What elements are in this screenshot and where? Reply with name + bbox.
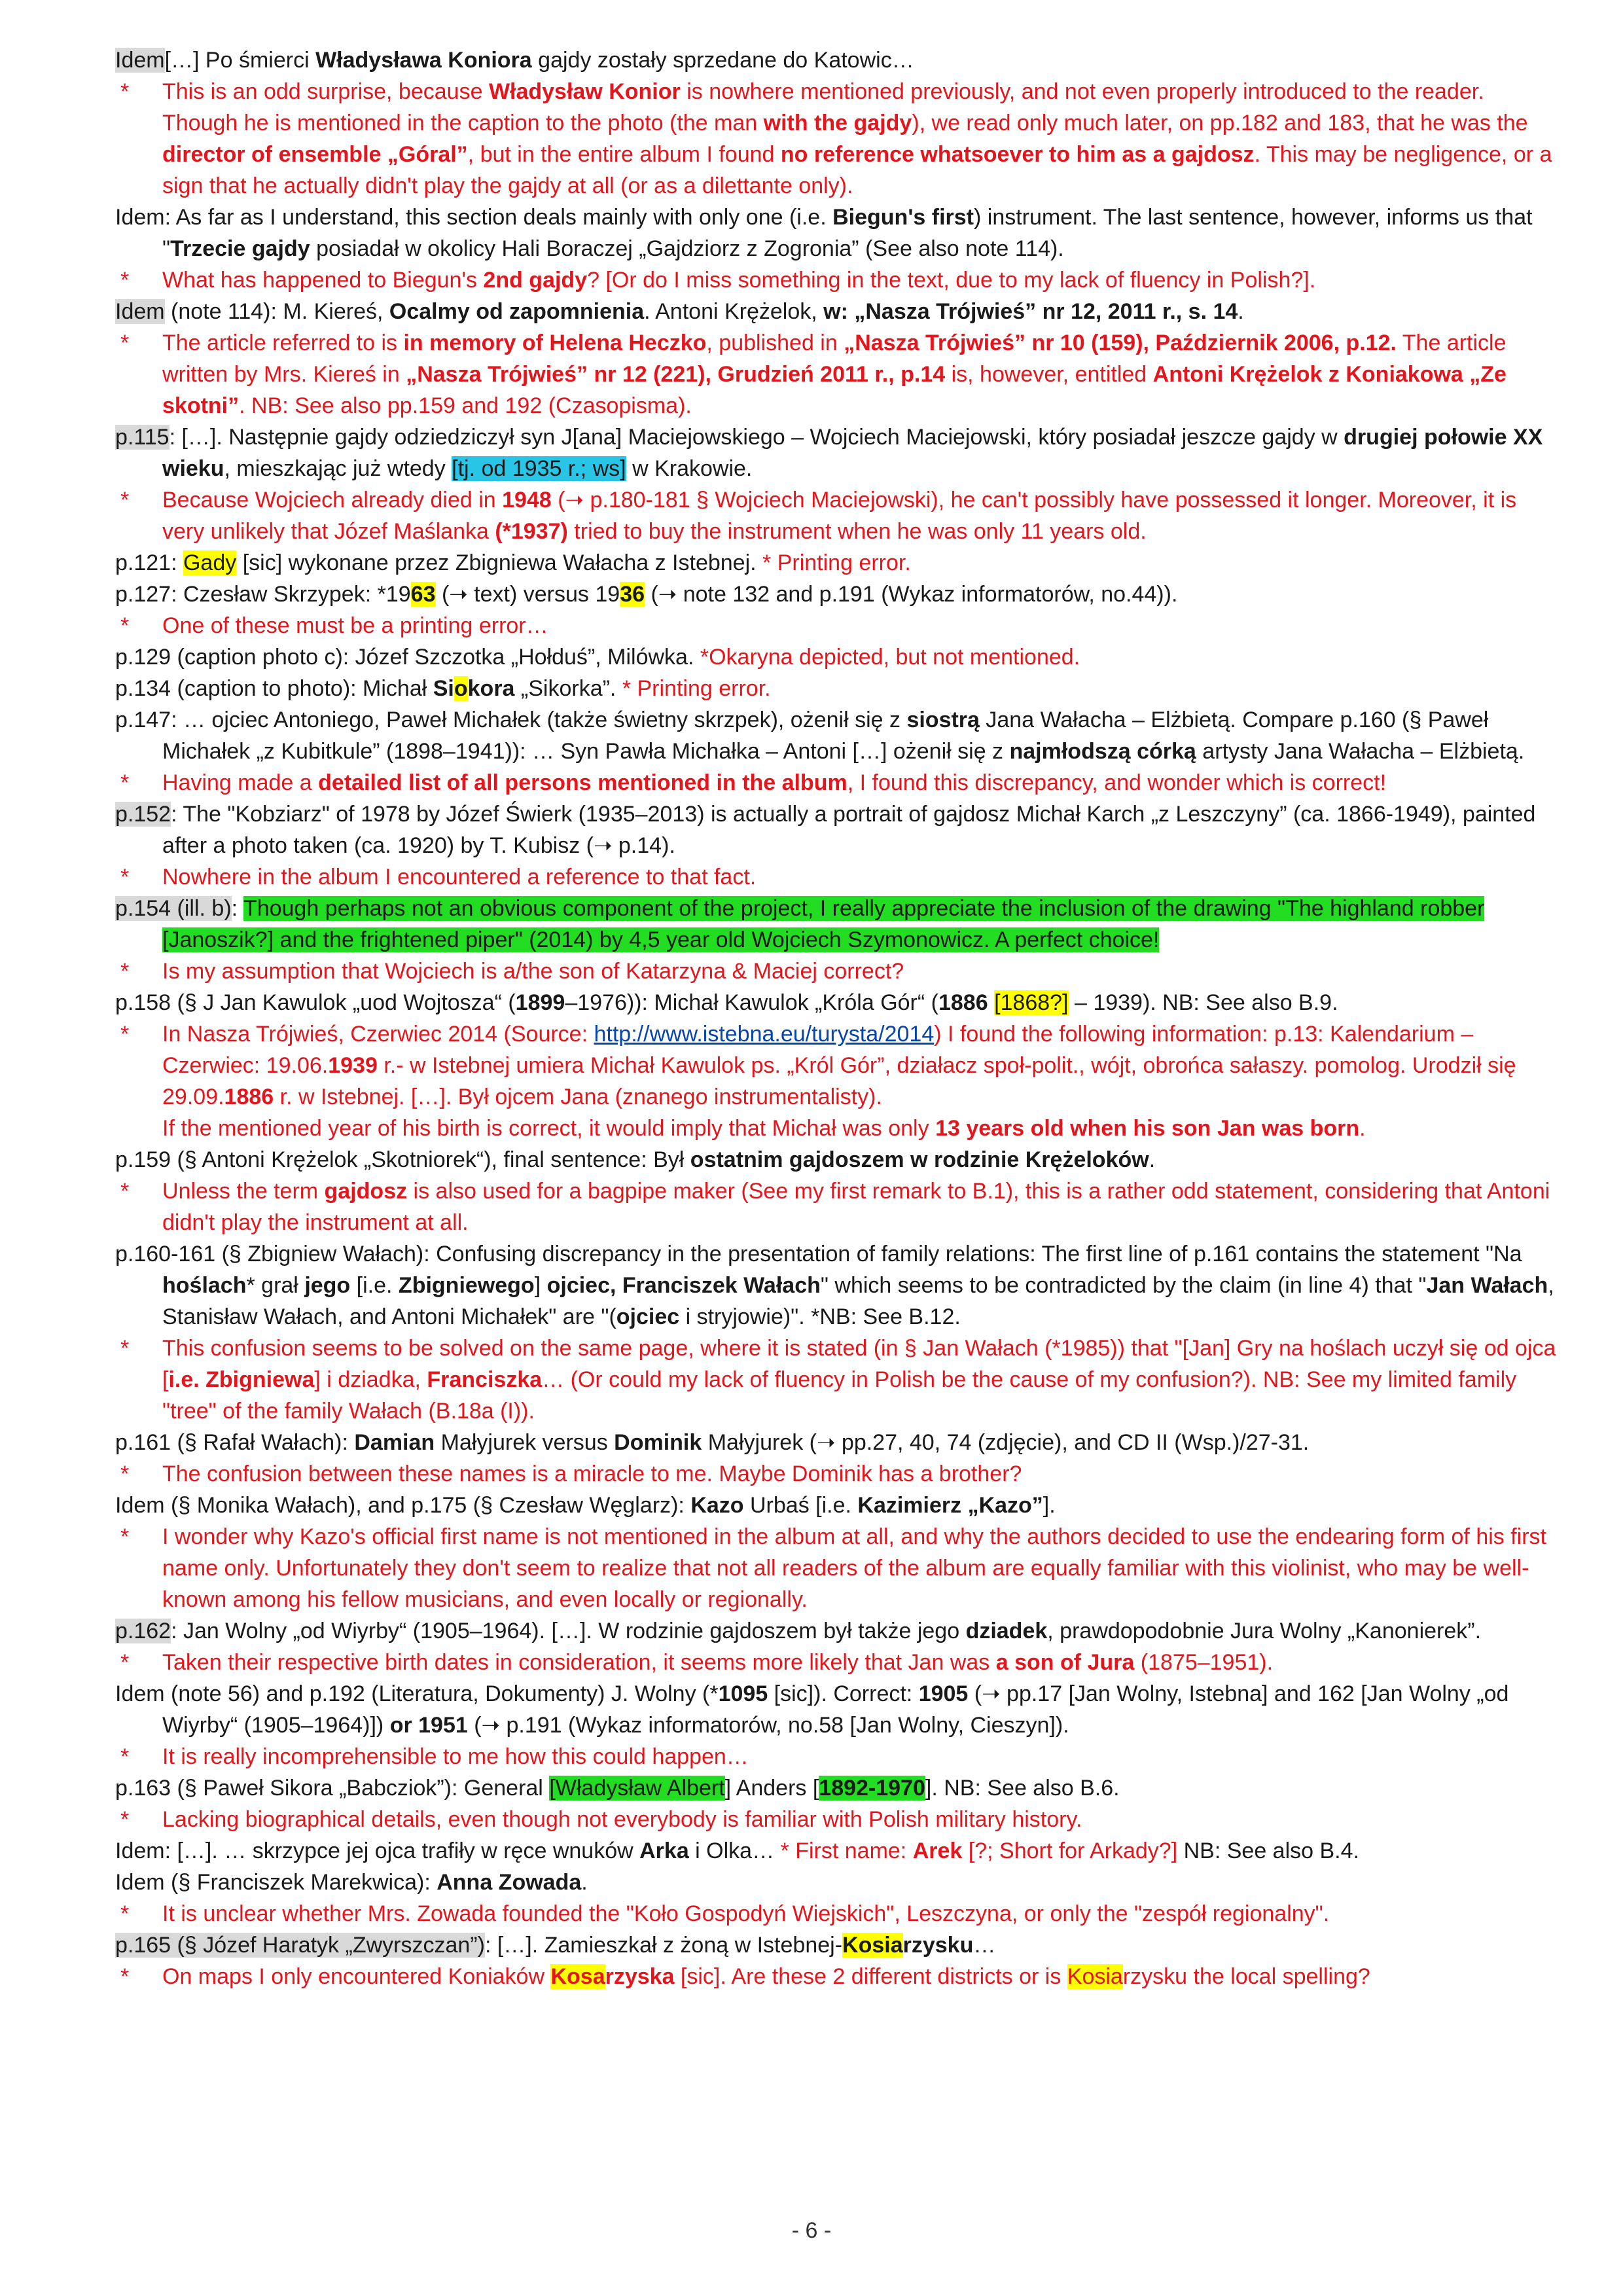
text-segment: artysty Jana Wałacha – Elżbietą. (1196, 739, 1525, 764)
comment-entry (115, 1804, 1558, 1835)
text-segment: 1948 (502, 488, 552, 512)
text-segment: „Nasza Trójwieś” nr 10 (159), Październik 2006, p.12. (844, 331, 1397, 355)
comment-entry (115, 1647, 1558, 1678)
text-segment: It is unclear whether Mrs. Zowada founded the "Koło Gospodyń Wiejskich", Leszczyna, or only the "zespół regionalny". (162, 1901, 1330, 1926)
text-segment: (➝ p.180-181 § Wojciech Maciejowski), he can't possibly have possessed it longer. Moreover, it is very unlikely that Józef Maślanka (162, 488, 1517, 544)
comment-entry (115, 1458, 1558, 1490)
text-segment: Kazo (690, 1493, 744, 1518)
text-segment: rzysku (902, 1933, 974, 1958)
text-segment: Unless the term (162, 1179, 325, 1204)
reference-entry (115, 579, 1558, 610)
text-segment: Because Wojciech already died in (162, 488, 503, 512)
text-segment: p.134 (caption to photo): Michał (115, 676, 433, 701)
text-segment: . (1149, 1147, 1156, 1172)
text-segment: „Sikorka”. (514, 676, 622, 701)
text-segment: 13 years old when his son Jan was born (935, 1116, 1360, 1141)
text-segment: Having made a (162, 770, 319, 795)
text-segment: . Antoni Krężelok, (644, 299, 824, 324)
reference-entry (115, 296, 1558, 327)
text-segment: Jana Wałacha – Elżbietą. Compare p.160 (§ Paweł Michałek „z Kubitkule” (1898–1941)): … Syn Pawła Michałka – Antoni […] ożenił się z (162, 708, 1489, 764)
text-segment (988, 990, 994, 1015)
text-segment: Franciszka (427, 1367, 543, 1392)
reference-entry (115, 641, 1558, 673)
text-segment: , mieszkając już wtedy (224, 456, 452, 481)
text-segment: On maps I only encountered Koniaków (162, 1964, 551, 1989)
text-segment: One of these must be a printing error… (162, 613, 548, 638)
text-segment: Idem (§ Monika Wałach), and p.175 (§ Czesław Węglarz): (115, 1493, 691, 1518)
text-segment: (*1937) (495, 519, 568, 544)
text-segment: gajdy zostały sprzedane do Katowic… (531, 48, 914, 73)
text-segment: Gady (183, 550, 237, 575)
text-segment: ), we read only much later, on pp.182 and 183, that he was the (912, 111, 1528, 135)
text-segment: rzysku the local spelling? (1122, 1964, 1370, 1989)
text-segment: Arka (639, 1839, 689, 1863)
text-segment: najmłodszą córką (1009, 739, 1196, 764)
text-segment: If the mentioned year of his birth is correct, it would imply that Michał was only (162, 1116, 936, 1141)
comment-entry (115, 1741, 1558, 1772)
text-segment: The confusion between these names is a miracle to me. Maybe Dominik has a brother? (162, 1462, 1022, 1486)
text-segment: Nowhere in the album I encountered a reference to that fact. (162, 865, 757, 889)
text-segment: … (Or could my lack of fluency in Polish be the cause of my confusion?). NB: See my limited family "tree" of the family Wałach (B.18a (I)). (162, 1367, 1517, 1424)
comment-entry (115, 956, 1558, 987)
text-segment: dziadek (965, 1619, 1048, 1643)
reference-entry (115, 1929, 1558, 1961)
text-segment: Kosia (842, 1933, 903, 1958)
text-segment: rzyska (605, 1964, 675, 1989)
text-segment: w Krakowie. (626, 456, 753, 481)
text-segment: detailed list of all persons mentioned in the album (318, 770, 847, 795)
text-segment: Is my assumption that Wojciech is a/the son of Katarzyna & Maciej correct? (162, 959, 904, 984)
page-number: - 6 - (791, 2218, 832, 2243)
text-segment: (➝ pp.17 [Jan Wolny, Istebna] and 162 [Jan Wolny „od Wiyrby“ (1905–1964)]) (162, 1681, 1509, 1738)
text-segment: with the gajdy (763, 111, 912, 135)
reference-entry (115, 798, 1558, 861)
text-segment: ) instrument. The last sentence, however, informs us that " (162, 205, 1533, 261)
text-segment: 1892-1970 (819, 1776, 925, 1801)
comment-entry (115, 1898, 1558, 1929)
text-segment: siostrą (906, 708, 980, 732)
text-segment: p.160-161 (§ Zbigniew Wałach): Confusing discrepancy in the presentation of family relations: The first line of p.161 contains the statement "Na (115, 1242, 1522, 1266)
reference-entry (115, 673, 1558, 704)
text-segment: I wonder why Kazo's official first name is not mentioned in the album at all, and why the authors decided to use the endearing form of his first name only. Unfortunately they don't seem to realize that not all readers of the album are equally familiar with this violinist, who may be well-known among his fellow musicians, and even locally or regionally. (162, 1524, 1547, 1612)
comment-entry (115, 1961, 1558, 1992)
text-segment: a son of Jura (995, 1650, 1135, 1675)
text-segment: p.147: … ojciec Antoniego, Paweł Michałek (także świetny skrzpek), ożenił się z (115, 708, 907, 732)
text-segment: jego (304, 1273, 351, 1298)
text-segment: Władysława Koniora (315, 48, 532, 73)
text-segment: * Printing error. (622, 676, 771, 701)
comment-entry (115, 767, 1558, 798)
text-segment: 1886 (224, 1085, 274, 1109)
text-segment: ojciec (616, 1304, 680, 1329)
reference-entry (115, 547, 1558, 579)
text-segment: : […]. Następnie gajdy odziedziczył syn J[ana] Maciejowskiego – Wojciech Maciejowski, który posiadał jeszcze gajdy w (169, 425, 1344, 450)
text-segment: . NB: See also pp.159 and 192 (Czasopisma). (239, 393, 692, 418)
text-segment: [sic]. Are these 2 different districts or is (674, 1964, 1067, 1989)
text-segment: hoślach (162, 1273, 247, 1298)
text-segment: This confusion seems to be solved on the same page, where it is stated (in § Jan Wałach (*1985)) that "[Jan] Gry na hoślach uczył się od ojca [ (162, 1336, 1556, 1392)
text-segment: , Stanisław Wałach, and Antoni Michałek" are "( (162, 1273, 1554, 1329)
text-segment: [?; Short for Arkady?] (962, 1839, 1178, 1863)
text-segment: „Nasza Trójwieś” nr 12 (221), Grudzień 2011 r., p.14 (406, 362, 946, 387)
text-segment: (➝ text) versus 19 (435, 582, 620, 607)
text-segment: " which seems to be contradicted by the claim (in line 4) that " (820, 1273, 1427, 1298)
text-segment: 1905 (918, 1681, 969, 1706)
text-segment: drugiej połowie XX wieku (162, 425, 1543, 481)
text-segment: p.127: Czesław Skrzypek: *19 (115, 582, 411, 607)
comment-entry (115, 1018, 1558, 1113)
comment-entry (115, 610, 1558, 641)
text-segment: Idem: […]. … skrzypce jej ojca trafiły w ręce wnuków (115, 1839, 640, 1863)
text-segment: Anna Zowada (437, 1870, 582, 1895)
text-segment: * grał (246, 1273, 305, 1298)
text-segment: or 1951 (389, 1713, 468, 1738)
text-segment: [sic] wykonane przez Zbigniewa Wałacha z Istebnej. (236, 550, 763, 575)
source-link[interactable]: http://www.istebna.eu/turysta/2014 (594, 1022, 935, 1047)
text-segment: , I found this discrepancy, and wonder which is correct! (847, 770, 1387, 795)
text-segment: in memory of Helena Heczko (403, 331, 707, 355)
text-segment: i stryjowie)". *NB: See B.12. (679, 1304, 961, 1329)
text-segment: p.154 (ill. b) (115, 896, 232, 921)
text-segment: is, however, entitled (945, 362, 1153, 387)
reference-entry (115, 1427, 1558, 1458)
comment-entry (115, 1333, 1558, 1427)
text-segment: p.158 (§ J Jan Kawulok „uod Wojtosza“ ( (115, 990, 516, 1015)
text-segment: Zbigniewego (398, 1273, 535, 1298)
text-segment: [tj. od 1935 r.; ws] (452, 456, 626, 481)
text-segment: is also used for a bagpipe maker (See my first remark to B.1), this is a rather odd statement, considering that Antoni didn't play the instrument at all. (162, 1179, 1550, 1235)
text-segment: p.121: (115, 550, 183, 575)
text-segment: Damian (354, 1430, 435, 1455)
text-segment: o (454, 676, 468, 701)
text-segment: director of ensemble „Góral” (162, 142, 468, 167)
text-segment: ] i dziadka, (314, 1367, 427, 1392)
text-segment: The article referred to is (162, 331, 404, 355)
text-segment: Władysław Konior (488, 79, 681, 104)
text-segment: [sic]). Correct: (768, 1681, 919, 1706)
reference-entry (115, 45, 1558, 76)
text-segment: p.159 (§ Antoni Krężelok „Skotniorek“), final sentence: Był (115, 1147, 690, 1172)
reference-entry (115, 987, 1558, 1018)
text-segment: kora (467, 676, 515, 701)
reference-entry (115, 1678, 1558, 1741)
text-segment: ? [Or do I miss something in the text, due to my lack of fluency in Polish?]. (587, 268, 1316, 293)
text-segment: . This may be negligence, or a sign that he actually didn't play the gajdy at all (or as a dilettante only). (162, 142, 1552, 198)
text-segment: . (1359, 1116, 1366, 1141)
text-segment: ]. NB: See also B.6. (925, 1776, 1120, 1801)
text-segment: (1875–1951). (1134, 1650, 1274, 1675)
text-segment: [i.e. (350, 1273, 399, 1298)
text-segment: Idem: As far as I understand, this section deals mainly with only one (i.e. (115, 205, 833, 230)
text-segment: p.161 (§ Rafał Wałach): (115, 1430, 355, 1455)
text-segment: Kosa (550, 1964, 605, 1989)
text-segment: tried to buy the instrument when he was only 11 years old. (567, 519, 1147, 544)
text-segment: gajdosz (324, 1179, 408, 1204)
text-segment: p.115 (115, 425, 169, 450)
reference-entry (115, 1867, 1558, 1898)
text-segment: Arek (912, 1839, 963, 1863)
text-segment: is nowhere mentioned previously, and not even properly introduced to the reader. Though he is mentioned in the caption to the photo (the man (162, 79, 1484, 135)
text-segment: . (581, 1870, 588, 1895)
text-segment: What has happened to Biegun's (162, 268, 484, 293)
text-segment: The article written by Mrs. Kiereś in (162, 331, 1507, 387)
text-segment: p.163 (§ Paweł Sikora „Babcziok”): General (115, 1776, 550, 1801)
text-segment: , published in (706, 331, 844, 355)
text-segment: . (1238, 299, 1244, 324)
text-segment: * Printing error. (762, 550, 911, 575)
text-segment: p.152 (115, 802, 171, 827)
text-segment: –1976)): Michał Kawulok „Króla Gór“ ( (565, 990, 938, 1015)
text-segment: Jan Wałach (1426, 1273, 1548, 1298)
text-segment: p.129 (caption photo c): Józef Szczotka „Hołduś”, Milówka. (115, 645, 700, 670)
reference-entry (115, 422, 1558, 484)
text-segment: In Nasza Trójwieś, Czerwiec 2014 (Source: (162, 1022, 594, 1047)
text-segment: 2nd gajdy (483, 268, 588, 293)
text-segment: 1886 (938, 990, 988, 1015)
comment-entry (115, 264, 1558, 296)
text-segment: w: „Nasza Trójwieś” nr 12, 2011 r., s. 14 (823, 299, 1238, 324)
text-segment: Małyjurek versus (435, 1430, 615, 1455)
reference-entry (115, 893, 1558, 956)
text-segment: Idem (§ Franciszek Marekwica): (115, 1870, 437, 1895)
text-segment: ] Anders [ (724, 1776, 819, 1801)
text-segment: ostatnim gajdoszem w rodzinie Krężeloków (690, 1147, 1149, 1172)
text-segment: [1868?] (994, 990, 1069, 1015)
text-segment: This is an odd surprise, because (162, 79, 489, 104)
text-segment: … (973, 1933, 996, 1958)
text-segment: i.e. Zbigniewa (168, 1367, 315, 1392)
text-segment: (➝ note 132 and p.191 (Wykaz informatorów, no.44)). (645, 582, 1178, 607)
text-segment: * First name: (780, 1839, 913, 1863)
document-body (115, 45, 1558, 1992)
text-segment: ]. (1043, 1493, 1056, 1518)
text-segment: , but in the entire album I found (467, 142, 781, 167)
text-segment: : Jan Wolny „od Wiyrby“ (1905–1964). […]. W rodzinie gajdoszem był także jego (171, 1619, 966, 1643)
text-segment: 1939 (328, 1053, 378, 1078)
reference-entry (115, 1490, 1558, 1521)
text-segment: [Władysław Albert (549, 1776, 725, 1801)
comment-entry (115, 861, 1558, 893)
reference-entry (115, 1144, 1558, 1175)
text-segment: Idem (115, 299, 165, 324)
text-segment: It is really incomprehensible to me how this could happen… (162, 1744, 749, 1769)
text-segment: Kosia (1067, 1964, 1123, 1989)
reference-entry (115, 1835, 1558, 1867)
comment-entry (115, 76, 1558, 202)
text-segment: […] Po śmierci (164, 48, 316, 73)
text-segment: Biegun's first (832, 205, 974, 230)
text-segment: *Okaryna depicted, but not mentioned. (700, 645, 1080, 670)
text-segment: ) I found the following information: p.13: Kalendarium – Czerwiec: 19.06. (162, 1022, 1474, 1078)
reference-entry (115, 202, 1558, 264)
reference-entry (115, 1615, 1558, 1647)
text-segment: (➝ p.191 (Wykaz informatorów, no.58 [Jan Wolny, Cieszyn]). (467, 1713, 1069, 1738)
text-segment: Idem (115, 48, 165, 73)
text-segment: r.- w Istebnej umiera Michał Kawulok ps. „Król Gór”, działacz społ-polit., wójt, obrońca sałaszy. pomolog. Urodził się 29.09. (162, 1053, 1516, 1109)
text-segment: , prawdopodobnie Jura Wolny „Kanonierek”. (1047, 1619, 1482, 1643)
text-segment: NB: See also B.4. (1177, 1839, 1359, 1863)
text-segment: Antoni Krężelok z Koniakowa „Ze skotni” (162, 362, 1507, 418)
text-segment: : The "Kobziarz" of 1978 by Józef Świerk (1935–2013) is actually a portrait of gajdosz Michał Karch „z Leszczyny” (ca. 1866-1949), painted after a photo taken (ca. 1920) by T. Kubisz (➝ p.14). (162, 802, 1536, 858)
text-segment: Idem (note 56) and p.192 (Literatura, Dokumenty) J. Wolny (* (115, 1681, 719, 1706)
text-segment: Si (433, 676, 454, 701)
text-segment: 63 (410, 582, 436, 607)
text-segment: 36 (620, 582, 645, 607)
text-segment: i Olka… (688, 1839, 781, 1863)
reference-entry (115, 1772, 1558, 1804)
text-segment: (note 114): M. Kiereś, (164, 299, 389, 324)
text-segment: Trzecie gajdy (170, 236, 310, 261)
text-segment: ] (534, 1273, 547, 1298)
comment-entry (115, 1521, 1558, 1615)
text-segment: 1899 (515, 990, 565, 1015)
reference-entry (115, 704, 1558, 767)
text-segment: r. w Istebnej. […]. Był ojcem Jana (znanego instrumentalisty). (274, 1085, 882, 1109)
text-segment: ojciec, Franciszek Wałach (546, 1273, 821, 1298)
text-segment: posiadał w okolicy Hali Boraczej „Gajdziorz z Zogronia” (See also note 114). (310, 236, 1064, 261)
text-segment: Taken their respective birth dates in consideration, it seems more likely that Jan was (162, 1650, 996, 1675)
text-segment: Urbaś [i.e. (743, 1493, 858, 1518)
text-segment: Ocalmy od zapomnienia (389, 299, 645, 324)
text-segment: p.165 (§ Józef Haratyk „Zwyrszczan”) (115, 1933, 485, 1958)
comment-entry (115, 1113, 1558, 1144)
text-segment: Though perhaps not an obvious component of the project, I really appreciate the inclusion of the drawing "The highland robber [Janoszik?] and the frightened piper" (2014) by 4,5 year old Wojciech Szymonowicz. A perfect choice! (162, 896, 1485, 952)
text-segment: – 1939). NB: See also B.9. (1068, 990, 1338, 1015)
text-segment: : (231, 896, 243, 921)
text-segment: no reference whatsoever to him as a gajdosz (780, 142, 1255, 167)
text-segment: 1095 (718, 1681, 768, 1706)
text-segment: Małyjurek (➝ pp.27, 40, 74 (zdjęcie), and CD II (Wsp.)/27-31. (702, 1430, 1310, 1455)
text-segment: Kazimierz „Kazo” (857, 1493, 1043, 1518)
text-segment: Dominik (614, 1430, 702, 1455)
reference-entry (115, 1238, 1558, 1333)
comment-entry (115, 484, 1558, 547)
text-segment: p.162 (115, 1619, 171, 1643)
comment-entry (115, 1175, 1558, 1238)
text-segment: : […]. Zamieszkał z żoną w Istebnej- (484, 1933, 843, 1958)
text-segment: Lacking biographical details, even though not everybody is familiar with Polish military history. (162, 1807, 1082, 1832)
comment-entry (115, 327, 1558, 422)
